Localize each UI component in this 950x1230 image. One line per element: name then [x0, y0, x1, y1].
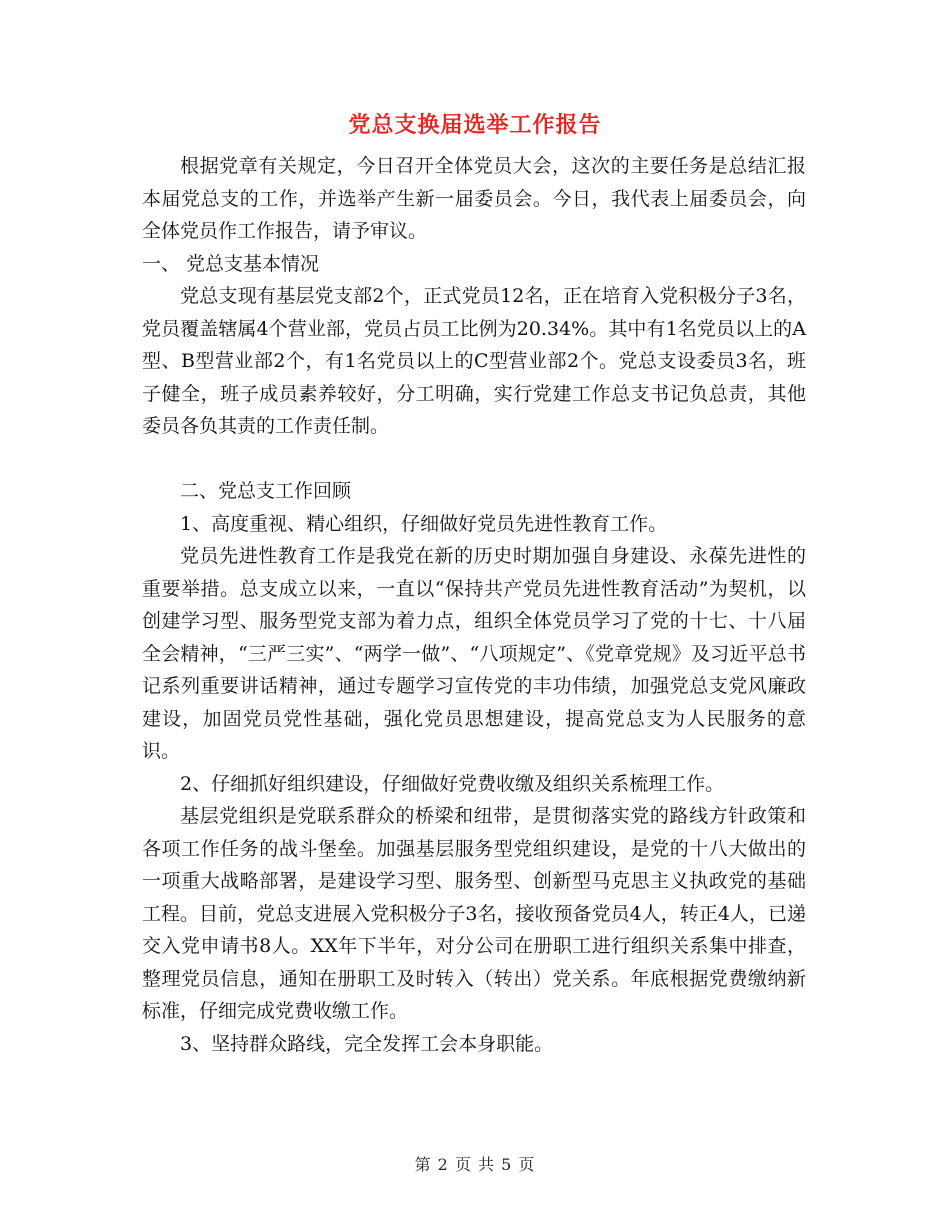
item-heading-education: 1、高度重视、精心组织，仔细做好党员先进性教育工作。 [180, 512, 668, 535]
document-title: 党总支换届选举工作报告 [348, 112, 602, 138]
page-footer: 第 2 页 共 5 页 [414, 1155, 536, 1174]
item-heading-mass-line: 3、坚持群众路线，完全发挥工会本身职能。 [180, 1032, 554, 1055]
item-heading-organization: 2、仔细抓好组织建设，仔细做好党费收缴及组织关系梳理工作。 [180, 772, 725, 795]
organization-paragraph: 基层党组织是党联系群众的桥梁和纽带，是贯彻落实党的路线方针政策和各项工作任务的战斗堡垒。加强基层服务型党组织建设，是党的十八大做出的一项重大战略部署，是建设学习型、服务型、创新型马克思主义执政党的基础工程。目前，党总支进展入党积极分子3名，接收预备党员4人，转正4人，已递交入党申请书8人。XX年下半年，对分公司在册职工进行组织关系集中排查，整理党员信息，通知在册职工及时转入（转出）党关系。年底根据党费缴纳新标准，仔细完成党费收缴工作。 [142, 805, 806, 1022]
section-heading-basic-info: 一、 党总支基本情况 [142, 252, 320, 275]
education-paragraph: 党员先进性教育工作是我党在新的历史时期加强自身建设、永葆先进性的重要举措。总支成立以来，一直以“保持共产党员先进性教育活动”为契机，以创建学习型、服务型党支部为着力点，组织全体党员学习了党的十七、十八届全会精神，“三严三实”、“两学一做”、“八项规定”、《党章党规》及习近平总书记系列重要讲话精神，通过专题学习宣传党的丰功伟绩，加强党总支党风廉政建设，加固党员党性基础，强化党员思想建设，提高党总支为人民服务的意识。 [142, 545, 806, 762]
paragraph-spacer [142, 443, 806, 476]
section-heading-work-review: 二、党总支工作回顾 [180, 480, 352, 502]
basic-info-paragraph: 党总支现有基层党支部2个，正式党员12名，正在培育入党积极分子3名，党员覆盖辖属4个营业部，党员占员工比例为20.34%。其中有1名党员以上的A型、B型营业部2个，有1名党员以上的C型营业部2个。党总支设委员3名，班子健全，班子成员素养较好，分工明确，实行党建工作总支书记负总责，其他委员各负其责的工作责任制。 [142, 285, 806, 437]
intro-paragraph: 根据党章有关规定，今日召开全体党员大会，这次的主要任务是总结汇报本届党总支的工作，并选举产生新一届委员会。今日，我代表上届委员会，向全体党员作工作报告，请予审议。 [142, 155, 806, 242]
document-body [142, 150, 806, 1060]
